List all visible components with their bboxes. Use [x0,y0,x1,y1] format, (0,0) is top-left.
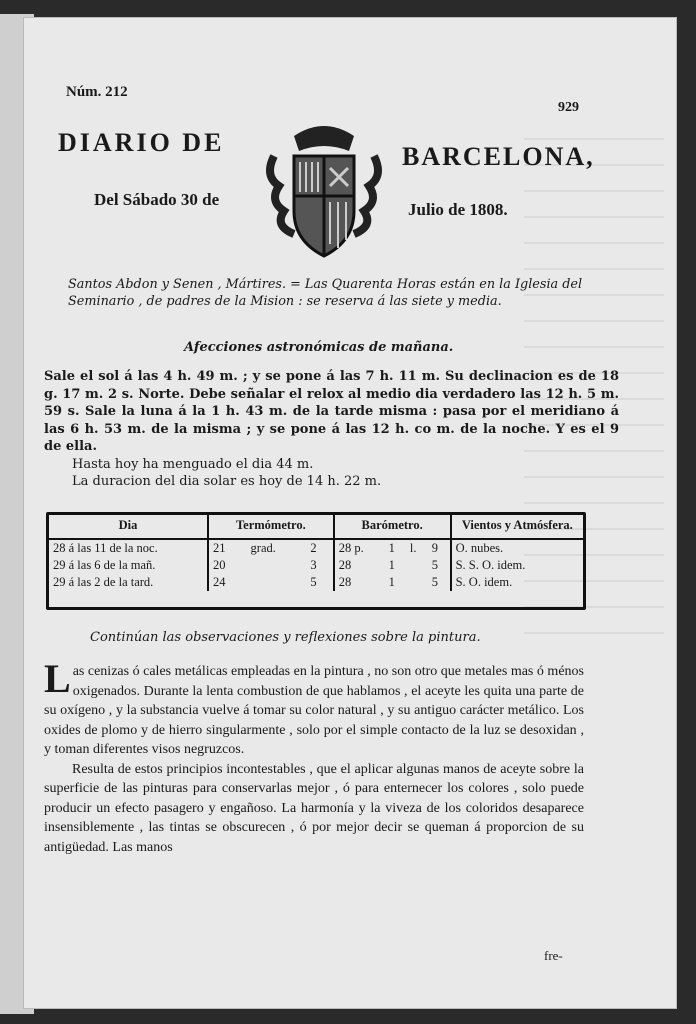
table-row: 28 á las 11 de la noc. 21 grad. 2 28 p. 1 l. 9 O. nubes. [49,539,583,557]
astro-text [44,368,619,491]
col-barometro: Barómetro. [334,515,451,539]
coat-of-arms-icon [254,116,394,266]
article-body [44,656,584,857]
catchword: fre- [544,948,563,963]
article-paragraph-2: Resulta de estos principios incontestables , que el aplicar algunas manos de aceyte sobre la superficie de las pinturas para conservarlas mejor , ó para enternecer los colores , solo puede producir un efecto pasagero y engañoso. La harmonía y la viveza de los coloridos desaparece insensiblemente , las tintas se obscurecen , ó por mejor decir se queman á proporcion de su antigüedad. Las manos [44,761,584,855]
masthead-left: DIARIO DE [58,128,225,157]
astro-paragraph: Sale el sol á las 4 h. 49 m. ; y se pone á las 7 h. 11 m. Su declinacion es de 18 g. 17 m. 2 s. Norte. Debe señalar el relox al medio dia verdadero las 12 h. 5 m. 59 s. Sale la luna á la 1 h. 43 m. de la tarde misma : pasa por el meridiano á las 6 h. 53 m. de la misma ; y se pone á las 12 h. co m. de la noche. Y es el 9 de ella. [44,369,619,454]
date-right: Julio de 1808. [408,200,508,219]
article-heading: Continúan las observaciones y reflexiones sobre la pintura. [90,630,481,645]
col-vientos: Vientos y Atmósfera. [451,515,583,539]
newspaper-page [24,18,676,1008]
masthead-right: BARCELONA, [402,142,595,171]
page-number: 929 [558,100,579,115]
table-row: 29 á las 2 de la tard. 24 5 28 1 5 S. O. idem. [49,574,583,591]
weather-table [46,512,586,610]
issue-number: Núm. 212 [66,84,128,100]
saints-notice: Santos Abdon y Senen , Mártires. = Las Quarenta Horas están en la Iglesia del Seminario , de padres de la Mision : se reserva á las siete y media. [68,277,583,309]
astro-line-2: Hasta hoy ha menguado el dia 44 m. [72,456,314,472]
col-termometro: Termómetro. [208,515,334,539]
col-dia: Dia [49,515,208,539]
article-paragraph-1: Las cenizas ó cales metálicas empleadas en la pintura , no son otro que metales mas ó ménos oxigenados. Durante la lenta combustion de que hablamos , el aceyte les quita una parte de su oxígeno , y la substancia vuelve á tomar su color natural , y su antiguo carácter metálico. Los oxides de plomo y de hierro singularmente , solo por el simple contacto de la luz se desoxidan , y toman diferentes visos negruzcos. [44,656,584,757]
table-row: 29 á las 6 de la mañ. 20 3 28 1 5 S. S. O. idem. [49,557,583,574]
astro-line-3: La duracion del dia solar es hoy de 14 h. 22 m. [72,474,382,489]
astro-heading: Afecciones astronómicas de mañana. [184,340,454,355]
drop-cap: L [44,656,71,701]
table-header [49,515,583,539]
date-left: Del Sábado 30 de [94,190,220,209]
